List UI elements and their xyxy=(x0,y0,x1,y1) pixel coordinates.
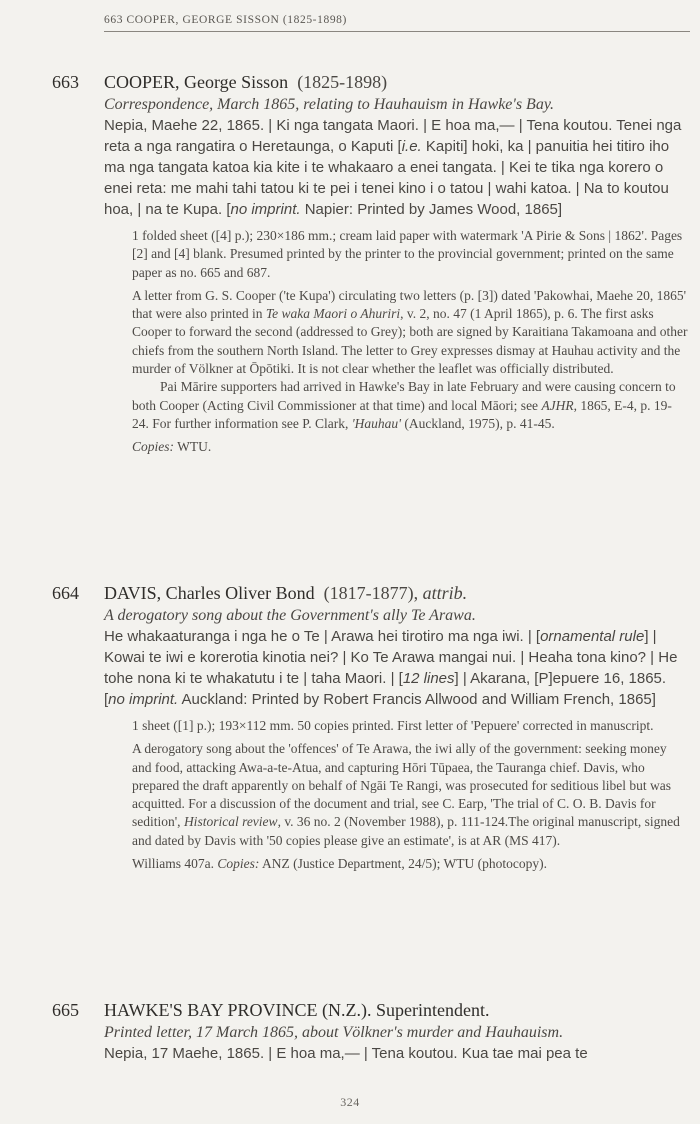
entry-dates: (1817-1877), xyxy=(323,583,419,603)
entry-number: 665 xyxy=(52,1000,79,1020)
entry-transcription: Nepia, 17 Maehe, 1865. | E hoa ma,— | Tena koutou. Kua tae mai pea te xyxy=(104,1045,588,1062)
entry-note: A derogatory song about the 'offences' of Te Arawa, the iwi ally of the government: seeking money and food, attacking Awa-a-te-Atua, and capturing Hōri Tūpaea, the Tauranga chief. Davis, who prepared the draft apparently on behalf of Ngāi Te Rangi, was prosecuted for seditious libel but was acquitted. For a discussion of the document and trial, see C. Earp, 'The trial of C. O. B. Davis for sedition', Historical review, v. 36 no. 2 (November 1988), p. 111-124.The original manuscript, signed and dated by Davis with '50 copies please give an estimate', is at AR (MS 417). xyxy=(132,741,680,848)
entry-heading xyxy=(52,998,688,1022)
entry-transcription: Nepia, Maehe 22, 1865. | Ki nga tangata Maori. | E hoa ma,— | Tena koutou. Tenei nga reta a nga rangatira o Heretaunga, o Kaputi [i.e. Kapiti] hoki, ka | panuitia hei titiro iho ma nga tangata katoa kia kite i te whakaaro a enei tangata. | Kei te tika nga korero o enei reta: me mahi tahi tatou ki te pei i tenei kino i o tatou | wahi katoa. | Na to koutou hoa, | na te Kupa. [no imprint. Napier: Printed by James Wood, 1865] xyxy=(104,117,682,218)
entry-dates: (1825-1898) xyxy=(297,72,388,92)
entry-transcription: He whakaaturanga i nga he o Te | Arawa hei tirotiro ma nga iwi. | [ornamental rule] | Kowai te iwi e korerotia kinotia nei? | Ko Te Arawa mangai nui. | Heaha tona kino? | He tohe nona ki te whakatutu i te | taha Maori. | [12 lines] | Akarana, [P]epuere 16, 1865. [no imprint. Auckland: Printed by Robert Francis Allwood and William French, 1865] xyxy=(104,628,678,708)
physical-description: 1 folded sheet ([4] p.); 230×186 mm.; cream laid paper with watermark 'A Pirie & Sons | 1862'. Pages [2] and [4] blank. Presumed printed by the printer to the provincial government; printed on the same paper as no. 665 and 687. xyxy=(132,228,683,280)
running-head: 663 COOPER, GEORGE SISSON (1825-1898) xyxy=(104,14,690,32)
entry-heading xyxy=(52,70,688,94)
entry-attribution: attrib. xyxy=(422,583,468,603)
entry-heading xyxy=(52,581,688,605)
entry-title: Printed letter, 17 March 1865, about Völkner's murder and Hauhauism. xyxy=(104,1024,564,1041)
entry-title: Correspondence, March 1865, relating to Hauhauism in Hawke's Bay. xyxy=(104,96,555,113)
entry-663 xyxy=(52,70,688,462)
entry-665 xyxy=(52,998,688,1064)
entry-author: DAVIS, Charles Oliver Bond xyxy=(104,583,315,603)
entry-note: A letter from G. S. Cooper ('te Kupa') circulating two letters (p. [3]) dated 'Pakowhai, Maehe 20, 1865' that were also printed in Te waka Maori o Ahuriri, v. 2, no. 47 (1 April 1865), p. 6. The first asks Cooper to forward the second (addressed to Grey); both are signed by Karaitiana Takamoana and other chiefs from the southern North Island. The letter to Grey expresses dismay at Hauhau activity and the murder of Völkner at Ōpōtiki. It is not clear whether the leaflet was officially distributed. xyxy=(132,287,688,377)
entry-note: Pai Mārire supporters had arrived in Hawke's Bay in late February and were causing concern to both Cooper (Acting Civil Commissioner at that time) and local Māori; see AJHR, 1865, E-4, p. 19-24. For further information see P. Clark, 'Hauhau' (Auckland, 1975), p. 41-45. xyxy=(132,379,676,431)
physical-description: 1 sheet ([1] p.); 193×112 mm. 50 copies printed. First letter of 'Pepuere' corrected in manuscript. xyxy=(132,718,654,733)
copies-line: Copies: WTU. xyxy=(132,439,212,455)
entry-664 xyxy=(52,581,688,878)
page-number: 324 xyxy=(340,1095,360,1109)
entry-number: 663 xyxy=(52,72,79,92)
entry-title: A derogatory song about the Government's ally Te Arawa. xyxy=(104,607,476,624)
entry-author: HAWKE'S BAY PROVINCE (N.Z.). Superintendent. xyxy=(104,1000,490,1020)
entry-number: 664 xyxy=(52,583,79,603)
copies-line: Williams 407a. Copies: ANZ (Justice Department, 24/5); WTU (photocopy). xyxy=(132,856,548,872)
entry-author: COOPER, George Sisson xyxy=(104,72,289,92)
